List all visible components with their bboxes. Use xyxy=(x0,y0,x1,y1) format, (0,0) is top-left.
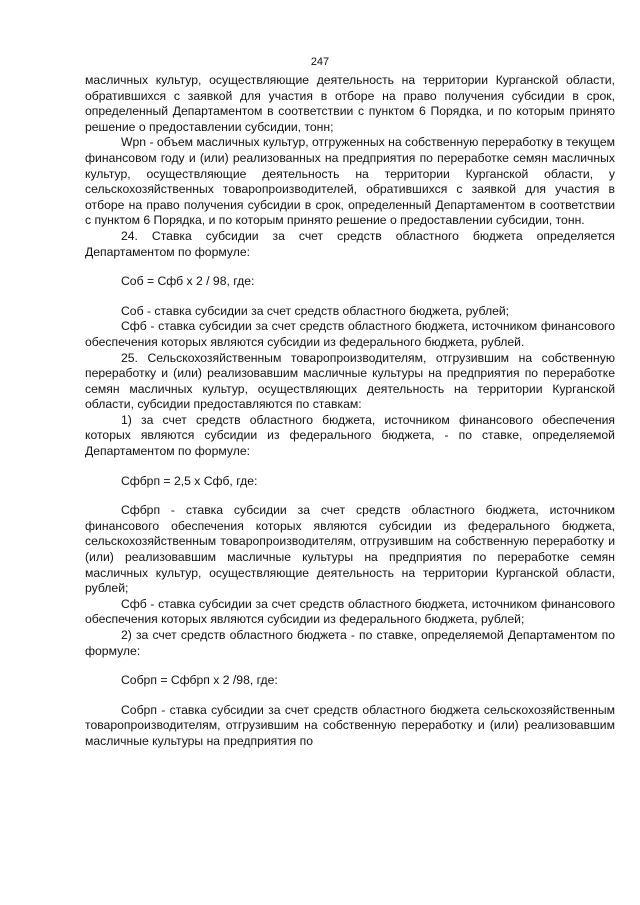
paragraph-subitem-2: 2) за счет средств областного бюджета - по ставке, определяемой Департаментом по формуле: xyxy=(85,628,615,658)
formula-sobrp: Собрп = Сфбрп х 2 /98, где: xyxy=(121,673,278,688)
paragraph-item-24: 24. Ставка субсидии за счет средств областного бюджета определяется Департаментом по формуле: xyxy=(85,228,615,259)
paragraph-item-25: 25. Сельскохозяйственным товаропроизводителям, отгрузившим на собственную переработку и (или) реализовавшим масличные культуры на предприятия по переработке семян масличных культур, осуществляющих деятельность на территории Курганской области, субсидии предоставляются по ставкам: xyxy=(85,350,615,412)
paragraph-continuation: масличных культур, осуществляющие деятельность на территории Курганской области, обратившихся с заявкой для участия в отборе на право получения субсидии в срок, определенный Департаментом в соответствии с пунктом 6 Порядка, и по которым принято решение о предоставлении субсидии, тонн; xyxy=(85,73,615,134)
paragraph-wpn-definition: Wpn - объем масличных культур, отгруженных на собственную переработку в текущем финансовом году и (или) реализованных на предприятия по переработке семян масличных культур, осуществляющие деятельность на территории Курганской области, у сельскохозяйственных товаропроизводителей, обратившихся с заявкой для участия в отборе на право получения субсидии в срок, определенный Департаментом в соответствии с пунктом 6 Порядка, и по которым принято решение о предоставлении субсидии, тонн. xyxy=(85,135,615,228)
paragraph-sobrp-definition: Собрп - ставка субсидии за счет средств областного бюджета сельскохозяйственным товаропроизводителям, отгрузившим на собственную переработку и (или) реализовавшим масличные культуры на предприятия по xyxy=(85,702,615,748)
formula-sfbrp: Сфбрп = 2,5 х Сфб, где: xyxy=(121,473,258,488)
formula-sob: Соб = Сфб х 2 / 98, где: xyxy=(121,274,255,289)
page-number: 247 xyxy=(310,56,330,68)
paragraph-sob-definition: Соб - ставка субсидии за счет средств областного бюджета, рублей; xyxy=(121,303,510,318)
paragraph-sfbrp-definition: Сфбрп - ставка субсидии за счет средств областного бюджета, источником финансового обеспечения которых являются субсидии из федерального бюджета, сельскохозяйственным товаропроизводителям, отгрузившим на собственную переработку и (или) реализовавшим масличные культуры на предприятия по переработке семян масличных культур, осуществляющие деятельность на территории Курганской области, рублей; xyxy=(85,503,615,596)
document-body xyxy=(85,73,615,750)
paragraph-sfb-definition: Сфб - ставка субсидии за счет средств областного бюджета, источником финансового обеспечения которых являются субсидии из федерального бюджета, рублей. xyxy=(85,319,615,349)
paragraph-sfb-definition-2: Сфб - ставка субсидии за счет средств областного бюджета, источником финансового обеспечения которых являются субсидии из федерального бюджета, рублей; xyxy=(85,596,615,627)
paragraph-subitem-1: 1) за счет средств областного бюджета, источником финансового обеспечения которых являются субсидии из федерального бюджета, - по ставке, определяемой Департаментом по формуле: xyxy=(85,412,615,459)
